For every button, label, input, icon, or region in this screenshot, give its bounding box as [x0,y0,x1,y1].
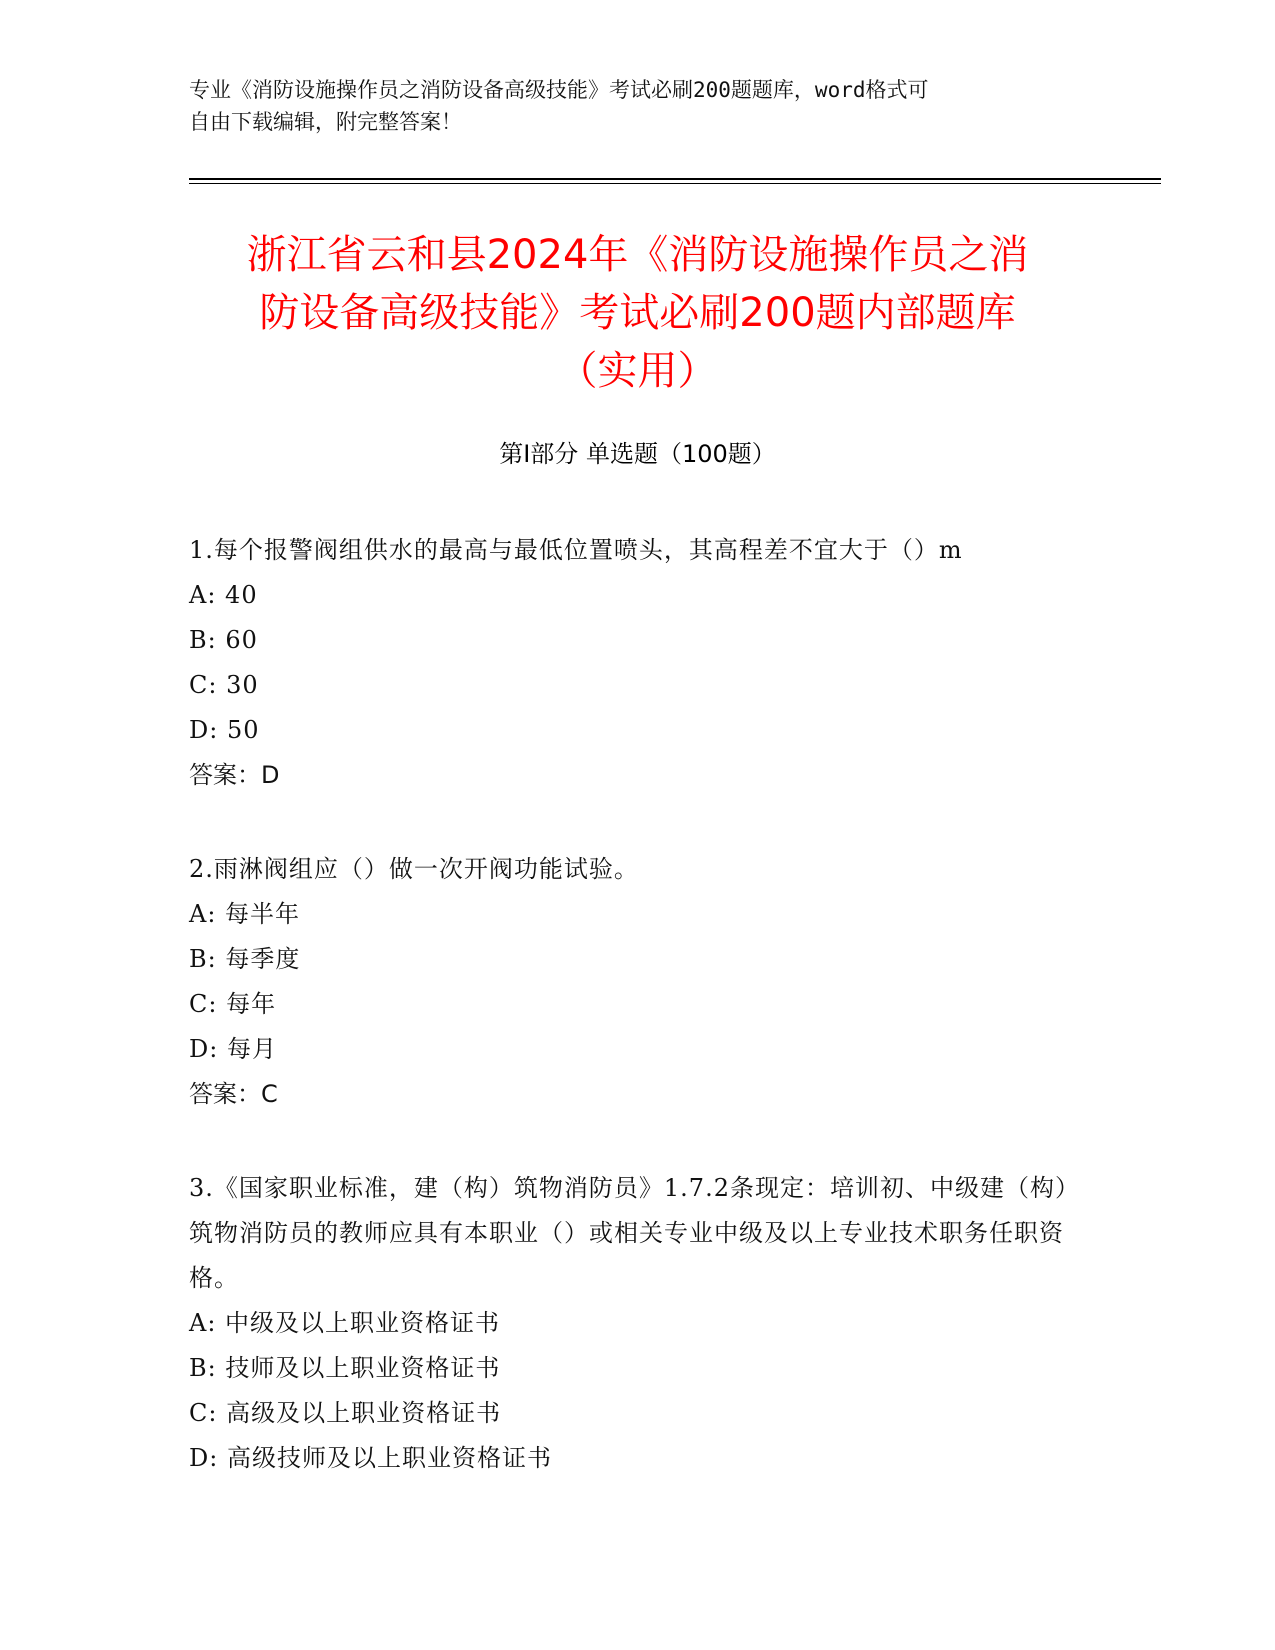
section-title: 第Ⅰ部分 单选题（100题） [499,440,776,468]
option-c: C: 30 [189,671,259,699]
answer-line: 答案：C [189,1080,278,1108]
option-b: B: 60 [189,626,258,654]
option-c: C: 每年 [189,990,277,1018]
option-c: C: 高级及以上职业资格证书 [189,1399,502,1427]
document-title [150,226,1125,400]
document-title-line-3: （实用） [557,348,718,394]
question-2 [189,847,1089,1117]
option-a: A: 每半年 [189,900,301,928]
option-b: B: 每季度 [189,945,301,973]
option-d: D: 高级技师及以上职业资格证书 [189,1444,552,1472]
header-note-line-1: 专业《消防设施操作员之消防设备高级技能》考试必刷200题题库，word格式可 [189,78,929,102]
question-stem: 2.雨淋阀组应（）做一次开阀功能试验。 [189,855,639,883]
option-b: B: 技师及以上职业资格证书 [189,1354,501,1382]
document-title-line-2: 防设备高级技能》考试必刷200题内部题库 [259,290,1016,336]
option-a: A: 40 [189,581,258,609]
option-d: D: 50 [189,716,260,744]
header-divider-thick [189,178,1161,180]
header-note [189,74,1089,138]
question-3 [189,1166,1089,1481]
question-1 [189,528,1089,798]
header-divider-thin [189,183,1161,184]
question-stem: 3.《国家职业标准，建（构）筑物消防员》1.7.2条现定：培训初、中级建（构）筑物消防员的教师应具有本职业（）或相关专业中级及以上专业技术职务任职资格。 [189,1174,1080,1292]
document-title-line-1: 浙江省云和县2024年《消防设施操作员之消 [246,232,1029,278]
answer-line: 答案：D [189,761,280,789]
header-note-line-2: 自由下载编辑，附完整答案！ [189,110,462,134]
option-d: D: 每月 [189,1035,277,1063]
question-stem: 1.每个报警阀组供水的最高与最低位置喷头，其高程差不宜大于（）m [189,536,963,564]
option-a: A: 中级及以上职业资格证书 [189,1309,501,1337]
